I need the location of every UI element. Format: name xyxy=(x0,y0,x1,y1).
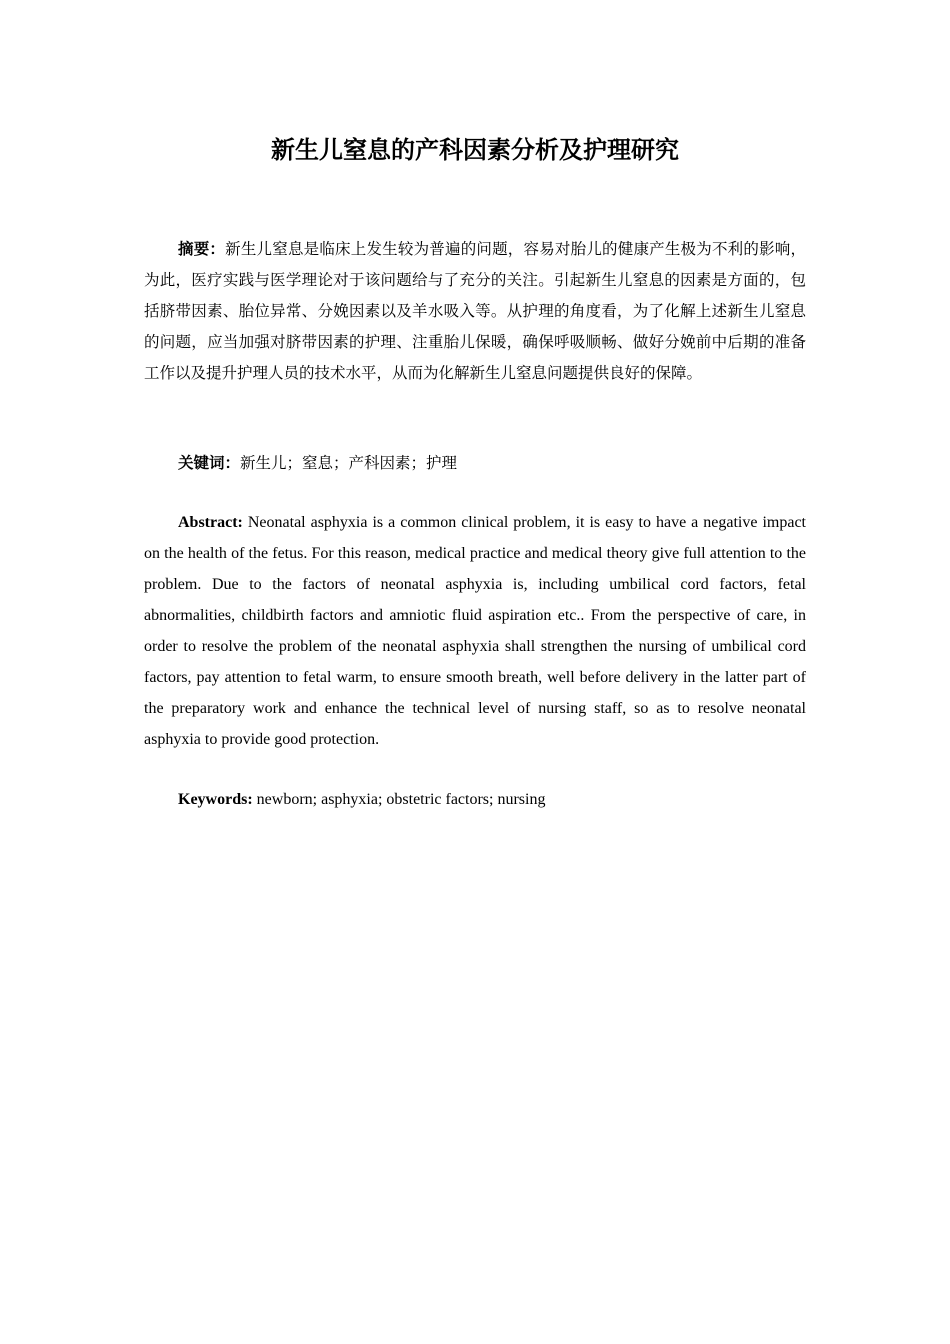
english-keywords-label: Keywords: xyxy=(178,791,253,808)
english-keywords xyxy=(144,784,806,815)
chinese-abstract-text: 新生儿窒息是临床上发生较为普遍的问题，容易对胎儿的健康产生极为不利的影响，为此，医疗实践与医学理论对于该问题给与了充分的关注。引起新生儿窒息的因素是方面的，包括脐带因素、胎位异常、分娩因素以及羊水吸入等。从护理的角度看，为了化解上述新生儿窒息的问题，应当加强对脐带因素的护理、注重胎儿保暖，确保呼吸顺畅、做好分娩前中后期的准备工作以及提升护理人员的技术水平，从而为化解新生儿窒息问题提供良好的保障。 xyxy=(144,240,806,382)
english-abstract-text: Neonatal asphyxia is a common clinical problem, it is easy to have a negative impact on the health of the fetus. For this reason, medical practice and medical theory give full attention to the problem. Due to the factors of neonatal asphyxia is, including umbilical cord factors, fetal abnormalities, childbirth factors and amniotic fluid aspiration etc.. From the perspective of care, in order to resolve the problem of the neonatal asphyxia shall strengthen the nursing of umbilical cord factors, pay attention to fetal warm, to ensure smooth breath, well before delivery in the latter part of the preparatory work and enhance the technical level of nursing staff, so as to resolve neonatal asphyxia to provide good protection. xyxy=(144,514,806,748)
chinese-keywords-label: 关键词： xyxy=(178,454,241,472)
english-abstract-label: Abstract: xyxy=(178,514,243,531)
chinese-keywords-text: 新生儿；窒息；产科因素；护理 xyxy=(240,454,458,472)
english-keywords-text: newborn; asphyxia; obstetric factors; nursing xyxy=(252,791,546,808)
chinese-keywords xyxy=(144,448,806,479)
paper-title: 新生儿窒息的产科因素分析及护理研究 xyxy=(271,136,679,164)
english-abstract xyxy=(144,507,806,755)
chinese-abstract xyxy=(144,234,806,389)
chinese-abstract-label: 摘要： xyxy=(178,240,226,258)
